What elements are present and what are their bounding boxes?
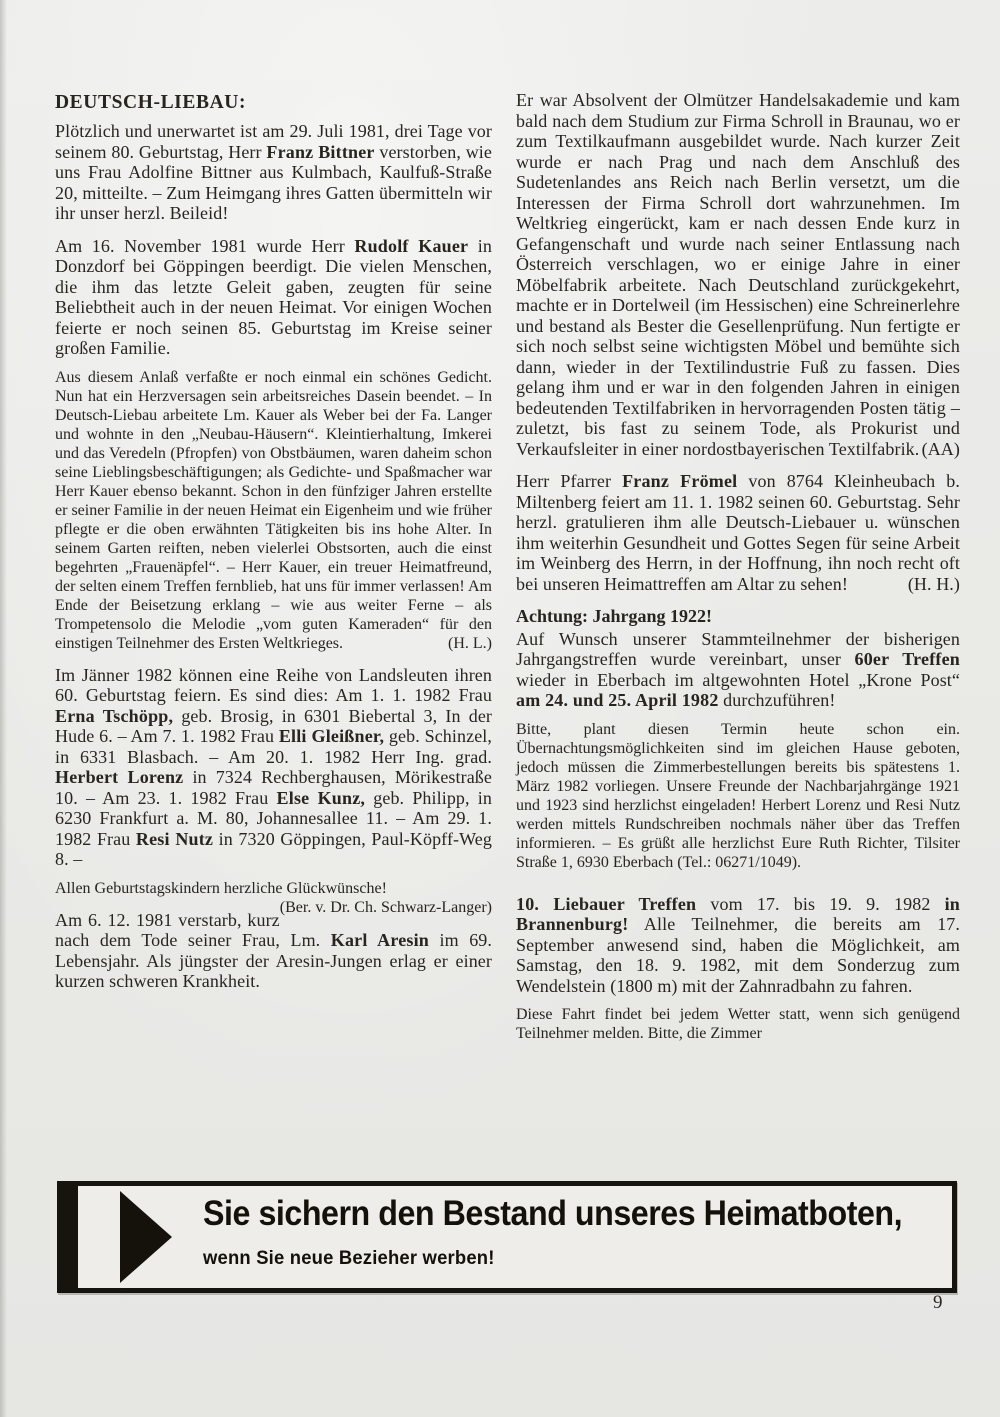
paragraph: Plötzlich und unerwartet ist am 29. Juli 1981, drei Tage vor seinem 80. Geburtstag, Herr Franz Bittner verstorben, wie uns Frau Adolfine Bittner aus Kulmbach, Kaulfuß-Straße 20, mitteilte. – Zum Heimgang ihres Gatten übermitteln wir ihr unser herzl. Beileid! [55,121,492,223]
paragraph: Diese Fahrt findet bei jedem Wetter statt, wenn sich genügend Teilnehmer melden. Bitte, die Zimmer [516,1006,960,1042]
scan-gutter-shadow [0,0,7,1417]
left-column [55,92,492,1001]
paragraph: Im Jänner 1982 können eine Reihe von Landsleuten ihren 60. Geburtstag feiern. Es sind dies: Am 1. 1. 1982 Frau Erna Tschöpp, geb. Brosig, in 6301 Biebertal 3, In der Hude 6. – Am 7. 1. 1982 Frau Elli Gleißner, geb. Schinzel, in 6331 Blasbach. – Am 20. 1. 1982 Herr Ing. grad. Herbert Lorenz in 7324 Rechberghausen, Mörikestraße 10. – Am 23. 1. 1982 Frau Else Kunz, geb. Philipp, in 6230 Frankfurt a. M. 80, Johannesallee 11. – Am 29. 1. 1982 Frau Resi Nutz in 7320 Göppingen, Paul-Köpff-Weg 8. – [55,664,492,869]
paragraph: DEUTSCH-LIEBAU: [55,92,247,113]
paragraph: Allen Geburtstagskindern herzliche Glückwünsche! (Ber. v. Dr. Ch. Schwarz-Langer) [55,879,492,916]
paragraph: Am 6. 12. 1981 verstarb, kurz nach dem Tode seiner Frau, Lm. Karl Aresin im 69. Lebensjahr. Als jüngster der Aresin-Jungen erlag er einer kurzen schweren Krankheit. [55,909,493,991]
paragraph: 10. Liebauer Treffen vom 17. bis 19. 9. 1982 in Brannenburg! Alle Teilnehmer, die bereits am 17. September anwesend sind, haben die Möglichkeit, am Samstag, den 18. 9. 1982, mit dem Sonderzug zum Wendelstein (1800 m) mit der Zahnradbahn zu fahren. [516,893,960,996]
right-column [516,90,960,1052]
paragraph: Aus diesem Anlaß verfaßte er noch einmal ein schönes Gedicht. Nun hat ein Herzversagen sein arbeitsreiches Dasein beendet. – In Deutsch-Liebau arbeitete Lm. Kauer als Weber bei der Fa. Langer und wohnte in den „Neubau-Häusern“. Kleintierhaltung, Imkerei und das Veredeln (Pfropfen) von Obstbäumen, waren daheim schon seine Lieblingsbeschäftigungen; als Gedichte- und Spaßmacher war Herr Kauer ebenso bekannt. Schon in den fünfziger Jahren erstellte er seiner Familie in der neuen Heimat ein Eigenheim und wie früher pflegte er die oben erwähnten Tätigkeiten bis ins hohe Alter. In seinem Garten reiften, neben vielerlei Obstsorten, auch die einst begehrten „Frauenäpfel“. – Herr Kauer, ein treuer Heimatfreund, der selten einem Treffen fernblieb, hat uns für immer verlassen! Am Ende der Beisetzung erklang – wie aus weiter Ferne – als Trompetensolo die Melodie „vom guten Kameraden“ für den einstigen Teilnehmer des Ersten Weltkrieges. (H. L.) [55,368,492,652]
paragraph: Auf Wunsch unserer Stammteilnehmer der bisherigen Jahrgangstreffen wurde vereinbart, unser 60er Treffen wieder in Eberbach im altgewohnten Hotel „Krone Post“ am 24. und 25. April 1982 durchzuführen! [516,628,960,710]
arrow-right-icon [120,1191,172,1283]
page-number: 9 [933,1292,943,1313]
paragraph: Achtung: Jahrgang 1922! [516,606,713,626]
banner-text [203,1194,963,1270]
banner-headline: Sie sichern den Bestand unseres Heimatboten, [203,1194,903,1233]
promo-banner [57,1181,957,1293]
paragraph: Am 16. November 1981 wurde Herr Rudolf Kauer in Donzdorf bei Göppingen beerdigt. Die vielen Menschen, die ihm das letzte Geleit gaben, zeugten für seine Beliebtheit auch in der neuen Heimat. Vor einigen Wochen feierte er noch seinen 85. Geburtstag im Kreise seiner großen Familie. [55,235,493,358]
banner-subline: wenn Sie neue Bezieher werben! [203,1248,495,1269]
paragraph: Er war Absolvent der Olmützer Handelsakademie und kam bald nach dem Studium zur Firma Schroll in Braunau, wo er zum Textilkaufmann ausgebildet wurde. Nach kurzer Zeit wurde er nach Prag und nach dem Anschluß des Sudetenlandes ans Reich nach Berlin versetzt, um die Interessen der Firma Schroll dort wahrzunehmen. Im Weltkrieg eingerückt, kam er nach dessen Ende kurz in Gefangenschaft und wurde nach seiner Entlassung nach Österreich verschlagen, wo er einige Jahre in einer Möbelfabrik arbeitete. Nach Deutschland zurückgekehrt, machte er in Dortelweil (im Hessischen) eine Schreinerlehre und bestand als Bester die Gesellenprüfung. Nun fertigte er sich noch selbst seine wichtigsten Möbel und bemühte sich dann, wieder in der Textilindustrie Fuß zu fassen. Dies gelang ihm und er war in den folgenden Jahren in einigen bedeutenden Textilfabriken in hervorragenden Posten tätig – zuletzt, bis fast zu seinem Tode, als Prokurist und Verkaufsleiter in einer nordostbayerischen Textilfabrik. (AA) [516,90,960,459]
paragraph: Herr Pfarrer Franz Frömel von 8764 Kleinheubach b. Miltenberg feiert am 11. 1. 1982 seinen 60. Geburtstag. Sehr herzl. gratulieren ihm alle Deutsch-Liebauer u. wünschen ihm weiterhin Gesundheit und Gottes Segen für seine Arbeit im Weinberg des Herrn, in der Hoffnung, ihn noch recht oft bei unseren Heimattreffen am Altar zu sehen! (H. H.) [516,471,960,594]
paragraph: Bitte, plant diesen Termin heute schon ein. Übernachtungsmöglichkeiten sind im gleichen Hause geboten, jedoch müssen die Zimmerbestellungen bereits bis spätestens 1. März 1982 vorliegen. Unsere Freunde der Nachbarjahrgänge 1921 und 1923 sind herzlichst eingeladen! Herbert Lorenz und Resi Nutz werden mittels Rundschreiben nochmals näher über das Treffen informieren. – Es grüßt alle herzlichst Eure Ruth Richter, Tilsiter Straße 1, 6930 Eberbach (Tel.: 06271/1049). [516,720,960,871]
